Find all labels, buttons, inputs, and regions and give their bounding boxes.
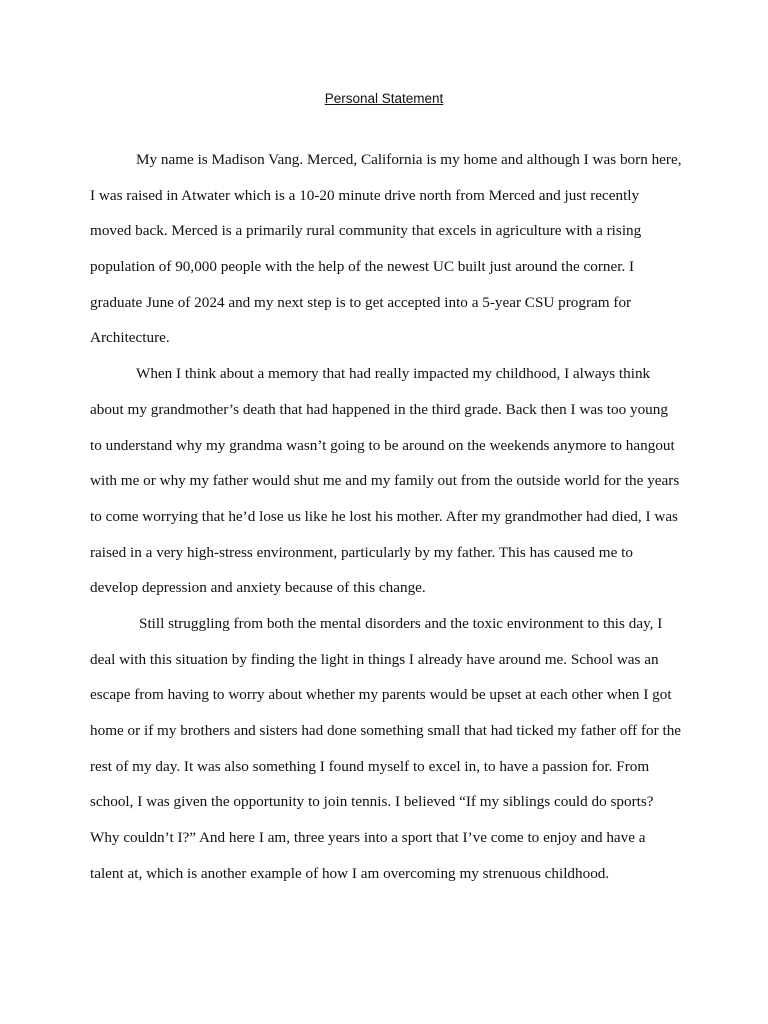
paragraph-1-line: moved back. Merced is a primarily rural community that excels in agriculture with a rising <box>90 222 642 240</box>
paragraph-3-line: deal with this situation by finding the light in things I already have around me. School was an <box>90 650 659 668</box>
paragraph-1-line: I was raised in Atwater which is a 10-20 minute drive north from Merced and just recently <box>90 186 640 204</box>
paragraph-3-line: talent at, which is another example of how I am overcoming my strenuous childhood. <box>90 864 610 882</box>
paragraph-2-line: develop depression and anxiety because of this change. <box>90 579 426 597</box>
paragraph-2-line: about my grandmother’s death that had happened in the third grade. Back then I was too young <box>90 400 668 418</box>
paragraph-2-line: When I think about a memory that had really impacted my childhood, I always think <box>136 365 651 383</box>
paragraph-3-line: home or if my brothers and sisters had done something small that had ticked my father off for the <box>90 722 682 739</box>
paragraph-1-line: Architecture. <box>90 329 170 347</box>
paragraph-3-line: rest of my day. It was also something I found myself to excel in, to have a passion for. From <box>90 757 650 775</box>
paragraph-2-line: with me or why my father would shut me and my family out from the outside world for the years <box>90 472 680 490</box>
paragraph-3-line: escape from having to worry about whether my parents would be upset at each other when I got <box>90 686 672 704</box>
page-title: Personal Statement <box>324 91 444 106</box>
paragraph-2-line: to understand why my grandma wasn’t going to be around on the weekends anymore to hangout <box>90 436 675 454</box>
paragraph-1-line: graduate June of 2024 and my next step is to get accepted into a 5-year CSU program for <box>90 293 632 311</box>
paragraph-2-line: raised in a very high-stress environment, particularly by my father. This has caused me to <box>90 543 633 561</box>
statement-body <box>90 142 694 891</box>
paragraph-1-line: population of 90,000 people with the help of the newest UC built just around the corner. I <box>90 258 635 276</box>
paragraph-1-line: My name is Madison Vang. Merced, California is my home and although I was born here, <box>136 151 682 168</box>
paragraph-3-line: Why couldn’t I?” And here I am, three years into a sport that I’ve come to enjoy and have a <box>90 829 646 847</box>
paragraph-3-line: Still struggling from both the mental disorders and the toxic environment to this day, I <box>139 614 663 632</box>
paragraph-3-line: school, I was given the opportunity to join tennis. I believed “If my siblings could do sports? <box>90 793 654 811</box>
paragraph-2-line: to come worrying that he’d lose us like he lost his mother. After my grandmother had died, I was <box>90 507 678 525</box>
